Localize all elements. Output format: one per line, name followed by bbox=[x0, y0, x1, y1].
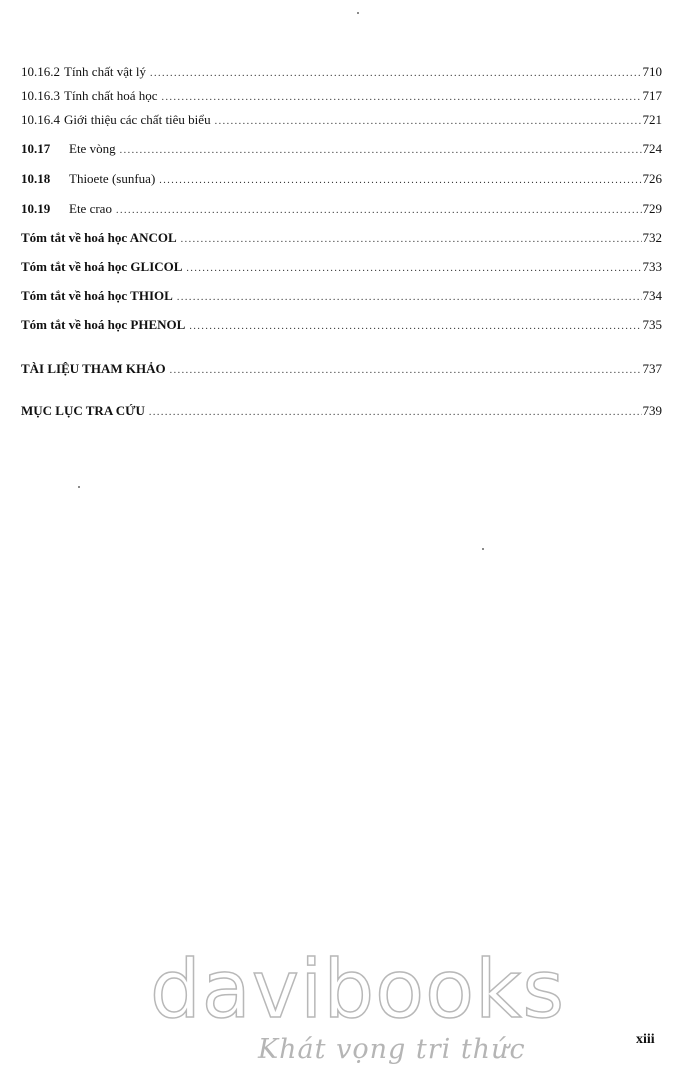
toc-entry-title: TÀI LIỆU THAM KHẢO bbox=[21, 361, 166, 376]
toc-entry-page: 729 bbox=[642, 201, 662, 216]
toc-entry-title: Giới thiệu các chất tiêu biểu bbox=[64, 112, 211, 127]
scan-speck bbox=[357, 12, 359, 14]
toc-entry-title: Tính chất hoá học bbox=[64, 88, 158, 103]
toc-dot-leader bbox=[116, 203, 642, 217]
toc-entry-page: 739 bbox=[642, 403, 662, 418]
toc-entry-title: Tóm tắt về hoá học THIOL bbox=[21, 288, 173, 303]
toc-entry-title: Ete crao bbox=[69, 201, 112, 216]
toc-dot-leader bbox=[181, 232, 642, 246]
table-of-contents bbox=[21, 64, 662, 419]
toc-entry-title: Tóm tắt về hoá học PHENOL bbox=[21, 317, 186, 332]
toc-entry-title: Tính chất vật lý bbox=[64, 64, 146, 79]
toc-dot-leader bbox=[159, 173, 641, 187]
toc-entry-page: 721 bbox=[642, 112, 662, 127]
publisher-watermark bbox=[150, 945, 570, 1075]
toc-entry-title: Tóm tắt về hoá học ANCOL bbox=[21, 230, 177, 245]
toc-entry-page: 717 bbox=[642, 88, 662, 103]
toc-entry bbox=[21, 361, 662, 377]
toc-entry-page: 710 bbox=[642, 64, 662, 79]
toc-dot-leader bbox=[189, 319, 641, 333]
toc-entry-title: Thioete (sunfua) bbox=[69, 171, 156, 186]
toc-entry bbox=[21, 112, 662, 128]
toc-entry-number: 10.16.3 bbox=[21, 88, 60, 103]
toc-entry-number: 10.18 bbox=[21, 171, 51, 186]
toc-entry bbox=[21, 259, 662, 275]
toc-dot-leader bbox=[162, 90, 642, 104]
toc-entry-page: 733 bbox=[642, 259, 662, 274]
toc-entry bbox=[21, 141, 662, 157]
toc-entry-number: 10.16.4 bbox=[21, 112, 60, 127]
scan-speck bbox=[482, 548, 484, 550]
toc-dot-leader bbox=[120, 143, 642, 157]
toc-entry bbox=[21, 201, 662, 217]
watermark-brand: davibooks bbox=[150, 943, 566, 1036]
toc-dot-leader bbox=[170, 363, 642, 377]
toc-entry-page: 737 bbox=[642, 361, 662, 376]
toc-entry-page: 734 bbox=[642, 288, 662, 303]
toc-entry bbox=[21, 64, 662, 80]
page-number: xiii bbox=[636, 1032, 655, 1047]
toc-dot-leader bbox=[150, 66, 642, 80]
toc-dot-leader bbox=[186, 261, 641, 275]
toc-entry-title: Ete vòng bbox=[69, 141, 116, 156]
toc-entry-number: 10.16.2 bbox=[21, 64, 60, 79]
toc-entry bbox=[21, 288, 662, 304]
toc-entry bbox=[21, 88, 662, 104]
toc-dot-leader bbox=[149, 405, 642, 419]
toc-entry-number: 10.19 bbox=[21, 201, 51, 216]
toc-entry-page: 724 bbox=[642, 141, 662, 156]
scan-speck bbox=[78, 486, 80, 488]
toc-dot-leader bbox=[215, 114, 642, 128]
toc-entry-page: 726 bbox=[642, 171, 662, 186]
toc-dot-leader bbox=[177, 290, 642, 304]
toc-entry-title: Tóm tắt về hoá học GLICOL bbox=[21, 259, 183, 274]
toc-entry bbox=[21, 171, 662, 187]
toc-entry bbox=[21, 230, 662, 246]
watermark-tagline: Khát vọng tri thức bbox=[258, 1034, 526, 1065]
toc-entry-title: MỤC LỤC TRA CỨU bbox=[21, 403, 145, 418]
toc-entry bbox=[21, 403, 662, 419]
toc-entry bbox=[21, 317, 662, 333]
toc-entry-number: 10.17 bbox=[21, 141, 51, 156]
toc-entry-page: 735 bbox=[642, 317, 662, 332]
toc-entry-page: 732 bbox=[642, 230, 662, 245]
